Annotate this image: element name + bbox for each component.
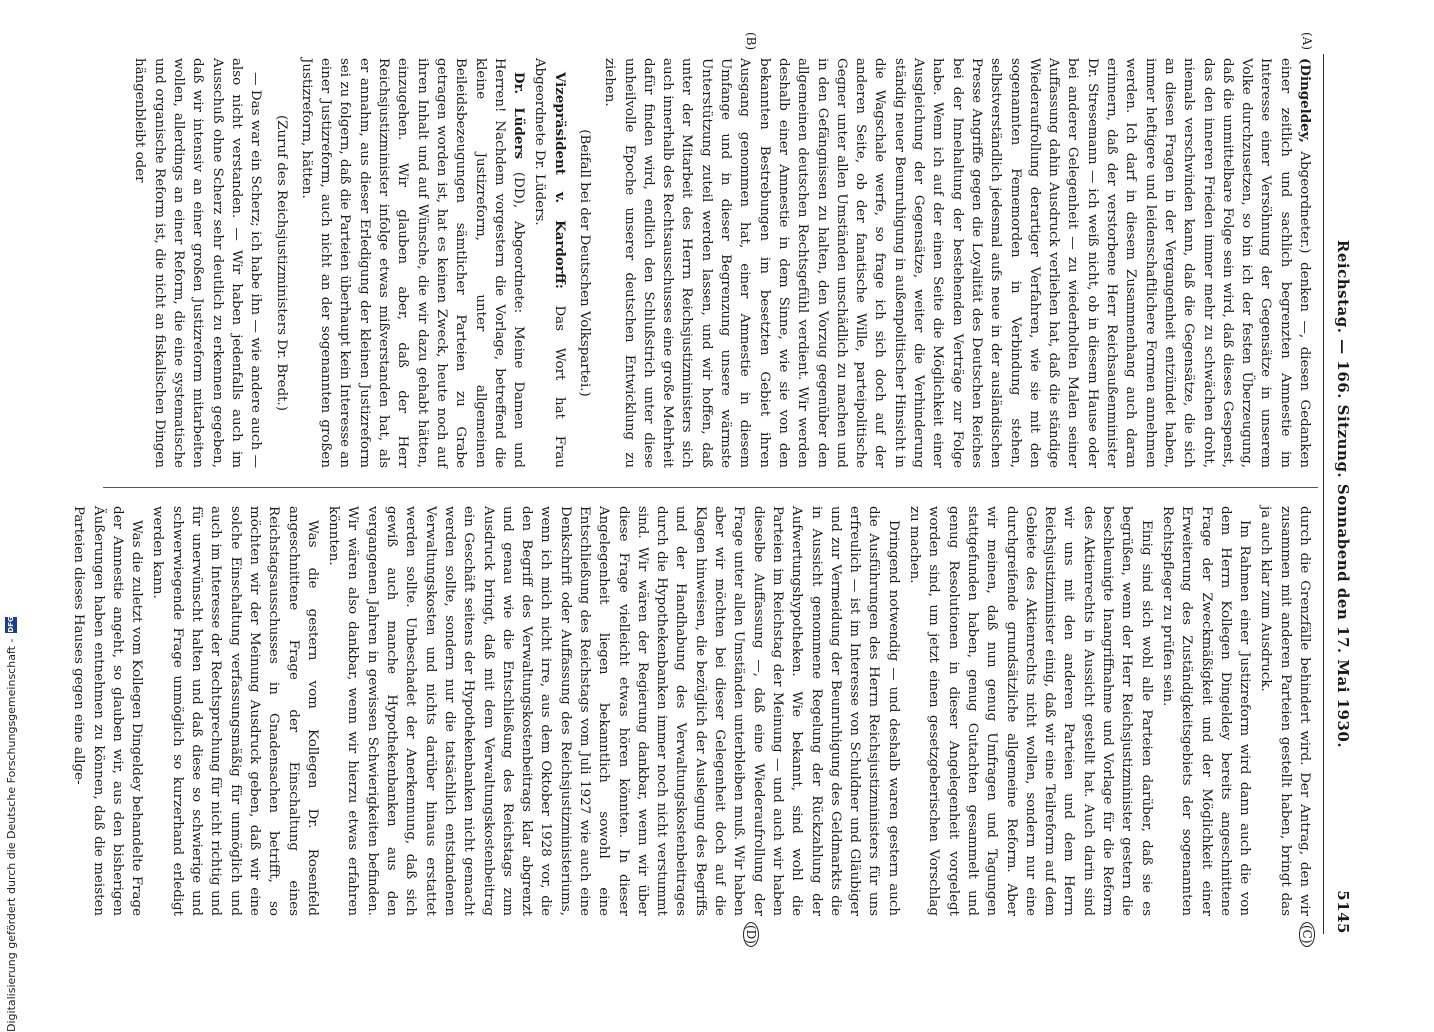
credit-text: Digitalisierung gefördert durch die Deutsche Forschungsgemeinschaft - [4, 638, 18, 1032]
interjection-note: (Zuruf des Reichsjustizministers Dr. Bredt.) [273, 114, 289, 412]
margin-letter-c: (C) [1300, 922, 1314, 947]
header-title: Reichstag. — 166. Sitzung. Sonnabend den 17. Mai 1930. [1334, 239, 1352, 749]
page-number: 5145 [1334, 890, 1352, 934]
margin-letter-d: (D) [744, 922, 758, 947]
paragraph [297, 58, 529, 468]
scanned-page [71, 30, 1358, 960]
digitization-credit [2, 42, 20, 1032]
page-header [1326, 54, 1352, 934]
paragraph: Dringend notwendig — und deshalb waren gestern auch die Ausführungen des Herrn Reichsjustizministers für uns erfreulich — ist im Interesse von Schuldner und Gläubiger und zur Vermeidung der Beunruhigung des Geldmarkts die in Aussicht genommene Regelung der Rückzahlung der Aufwertungshypotheken. Wie bekannt, sind wohl die Parteien im Reichstag der Meinung — und auch wir haben dieselbe Auffassung —, daß eine Wiederaufrollung der Frage unter allen Umständen unterbleiben muß. Wir haben aber wir möchten bei dieser Gelegenheit doch auf die Klagen hinweisen, die bezüglich der Auslegung des Begriffs und der Handhabung des Verwaltungskostenbeitrages durch die Hypothekenbanken immer noch nicht verstummt sind. Wir wären der Regierung dankbar, wenn wir über diese Frage vielleicht etwas hören könnten. In dieser Angelegenheit liegen bekanntlich sowohl eine Entschließung des Reichstags vom Juli 1927 wie auch eine Denkschrift oder Auffassung des Reichsjustizministeriums, wenn ich mich nicht irre, aus dem Oktober 1928 vor, die den Begriff des Verwaltungskostenbeitrags klar abgrenzt und genau wie die Entschließung des Reichstags zum Ausdruck bringt, daß mit dem Verwaltungskostenbeitrag ein Geschäft seitens der Hypothekenbanken nicht gemacht werden sollte, sondern nur die tatsächlich entstandenen Verwaltungskosten und nichts darüber hinaus erstattet werden sollte. Unbeschadet der Anerkennung, daß sich gewiß auch manche Hypothekenbanken aus den vergangenen Jahren in gewissen Schwierigkeiten befinden. Wir wären also dankbar, wenn wir hierzu etwas erfahren könnten. [326, 506, 901, 916]
paragraph: Was die gestern vom Kollegen Dr. Rosenfeld angeschnittene Frage der Einschaltung eines Reichstagsausschusses in Gnadensachen betrifft, so möchten wir der Meinung Ausdruck geben, daß wir eine solche Einschaltung verfassungsmäßig für unmöglich und auch im Interesse der Rechtsprechung für nicht richtig und für unerwünscht halten und daß diese so schwierige und schwerwiegende Frage unmöglich so kurzerhand erledigt werden kann. [150, 506, 320, 916]
applause-note: (Beifall bei der Deutschen Volkspartei.) [577, 129, 593, 397]
column-divider [103, 487, 1318, 488]
margin-letter-a: (A) [1300, 32, 1314, 51]
paragraph: Einig sind sich wohl alle Parteien darüber, daß sie es begrüßen, wenn der Herr Reichsjustizminister gestern die beschleunigte Inangriffnahme und Vorlage für die Reform des Aktienrechts in Aussicht gestellt hat. Auch darin sind wir uns mit den anderen Parteien und dem Herrn Reichsjustizminister einig, daß wir eine Teilreform auf dem Gebiete des Aktienrechts nicht wollen, sondern nur eine durchgreifende grundsätzliche allgemeine Reform. Aber wir meinen, daß nun genug Umfragen und Tagungen stattgefunden haben, genug Gutachten gesammelt und genug Resolutionen in dieser Angelegenheit vorgelegt worden sind, um jetzt einen gesetzgeberischen Vorschlag zu machen. [907, 506, 1154, 916]
right-column [71, 506, 1314, 916]
paragraph-text: Das Wort hat Frau Abgeordnete Dr. Lüders. [532, 58, 567, 468]
left-column [109, 58, 1314, 468]
paragraph-text: denken —, diesen Gedanken einer zeitlich und sachlich begrenzten Amnestie im Interesse einer Versöhnung der Gegensätze in unserem Volke durchzusetzen, so bin ich der festen Überzeugung, daß die unmittelbare Folge sein wird, daß dieses Gespenst, das den inneren Frieden immer mehr zu schwächen droht, niemals verschwinden kann, daß die Gegensätze, die sich an diesen Fragen in der Vergangenheit entzündet haben, immer heftigere und leidenschaftlichere Formen annehmen werden. Ich darf in diesem Zusammenhang auch daran erinnern, daß der verstorbene Herr Reichsaußenminister Dr. Stresemann — ich weiß nicht, ob in diesem Hause oder bei anderer Gelegenheit — zu wiederholten Malen seiner Auffassung dahin Ausdruck verliehen hat, daß die ständige Wiederaufrollung derartiger Verfahren, wie sie mit den sogenannten Fememorden in Verbindung stehen, selbstverständlich jedesmal aufs neue in der ausländischen Presse Angriffe gegen die Loyalität des Deutschen Reiches bei der Innehaltung der bestehenden Verträge zur Folge habe. Wenn ich auf der einen Seite die Möglichkeit einer Ausgleichung der Gegensätze, weiter die Verhinderung ständig neuer Beunruhigung in außenpolitischer Hinsicht in die Wagschale werfe, so frage ich sich doch auf der anderen Seite, ob der fanatische Wille, parteipolitische Gegner unter allen Umständen unschädlich zu machen und in den Gefängnissen zu halten, den Vorzug gegenüber den allgemeinen deutschen Rechtsgefühl verdient. Wir werden deshalb einer Amnestie in dem Sinne, wie sie von den bekannten Bestrebungen im besetzten Gebiet ihren Ausgang genommen hat, einer Amnestie in diesem Umfange und in dieser Begrenzung unsere wärmste Unterstützung zuteil werden lassen, und wir hoffen, daß unter der Mitarbeit des Herrn Reichsjustizministers sich auch innerhalb des Rechtsausschusses eine große Mehrheit dafür finden wird, endlich den Schlußstrich unter diese unheilvolle Epoche unserer deutschen Entwicklung zu ziehen. [602, 58, 1312, 469]
header-rule [1323, 54, 1324, 934]
speaker-name: Vizepräsident v. Kardorff: [551, 72, 568, 289]
paragraph-text: (DD), Abgeordnete: Meine Damen und Herren! Nachdem vorgestern die Vorlage, betreffend die kleine Justizreform, unter allgemeinen Beileidsbezeugungen sämtlicher Parteien zu Grabe getragen worden ist, hat es keinen Zweck, heute noch auf ihren Inhalt und auf Wünsche, die wir dazu gehabt hätten, einzugehen. Wir glauben aber, daß der Herr Reichsjustizminister infolge etwas mißverstanden hat, als er annahm, aus dieser Erledigung der kleinen Justizreform sei zu folgern, daß die Parteien überhaupt kein Interesse an einer Justizreform, auch nicht an der sogenannten großen Justizreform, hätten. [298, 58, 527, 468]
paragraph: Was die zuletzt vom Kollegen Dingeldey behandelte Frage der Amnestie angeht, so glauben wir, aus den bisherigen Äußerungen haben entnehmen zu können, daß die meisten Parteien dieses Hauses gegen eine allge- [71, 506, 145, 916]
dfg-logo-icon: DFG [7, 616, 15, 633]
paragraph [600, 58, 1314, 468]
speaker-name: (Dingeldey, [1297, 58, 1313, 143]
speaker-role: Abgeordneter.) [1297, 142, 1312, 254]
margin-letter-b: (B) [744, 32, 758, 51]
paragraph: — Das war ein Scherz; ich habe ihn — wie andere auch — also nicht verstanden. — Wir haben jedenfalls auch im Ausschuß ohne Scherz sehr deutlich zu erkennen gegeben, daß wir intensiv an einer großen Justizreform mitarbeiten wollen, allerdings an einer Reform, die eine systematische und organische Reform ist, die nicht an fiskalischen Dingen hängenbleibt oder [132, 58, 264, 468]
paragraph: Im Rahmen einer Justizreform wird dann auch die von dem Herrn Kollegen Dingeldey bereits angeschnittene Frage der Zweckmäßigkeit und der Möglichkeit einer Erweiterung des Zuständigkeitsgebiets der sogenannten Rechtspfleger zu prüfen sein. [1159, 506, 1253, 916]
paragraph: durch die Grenzfälle behindert wird. Der Antrag, den wir zusammen mit anderen Parteien gestellt haben, bringt das ja auch klar zum Ausdruck. [1258, 506, 1312, 916]
speaker-name: Dr. Lüders [511, 72, 528, 160]
paragraph [530, 58, 569, 468]
